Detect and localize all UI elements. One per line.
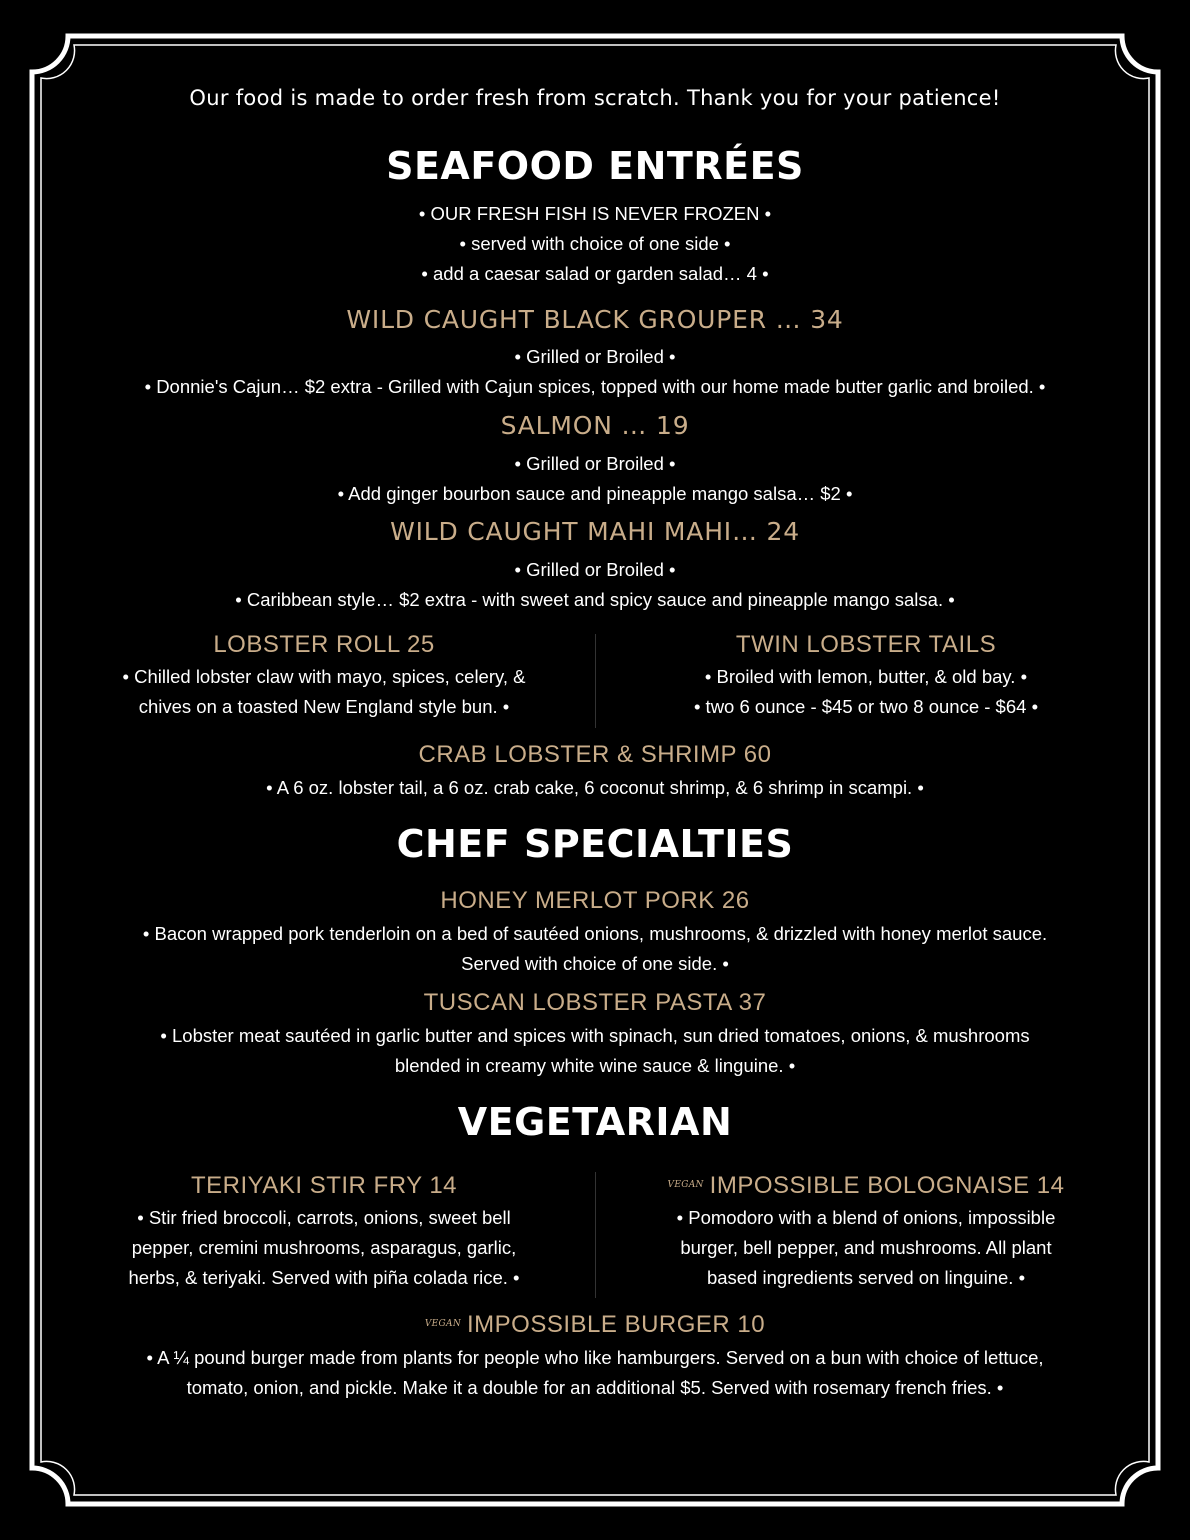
item-stir-fry-desc-2: pepper, cremini mushrooms, asparagus, garlic, [131,1237,517,1258]
item-twin-tails-desc-1: • Broiled with lemon, butter, & old bay. • [704,666,1028,687]
item-crab-lobster-desc-1: • A 6 oz. lobster tail, a 6 oz. crab cake, 6 coconut shrimp, & 6 shrimp in scampi. • [266,777,924,798]
vegan-tag: VEGAN [667,1180,704,1190]
item-twin-tails-desc-2: • two 6 ounce - $45 or two 8 ounce - $64 • [693,696,1039,717]
vegan-tag: VEGAN [424,1319,462,1329]
item-twin-tails [622,631,1110,722]
item-mahi-desc-2: • Caribbean style… $2 extra - with sweet and spicy sauce and pineapple mango salsa. • [235,589,955,610]
item-bolognaise-desc-3: based ingredients served on linguine. • [706,1267,1026,1288]
item-pork-desc-2: Served with choice of one side. • [461,953,729,974]
item-burger-desc-2: tomato, onion, and pickle. Make it a double for an additional $5. Served with rosemary french fries. • [186,1377,1004,1398]
item-lobster-roll-desc-1: • Chilled lobster claw with mayo, spices, celery, & [122,666,526,687]
seafood-note-3: • add a caesar salad or garden salad… 4 • [421,263,769,284]
item-stir-fry [80,1172,568,1293]
item-twin-tails-name: TWIN LOBSTER TAILS [735,631,997,658]
item-bolognaise-name: IMPOSSIBLE BOLOGNAISE 14 [709,1172,1065,1199]
item-lobster-roll [80,631,568,722]
item-burger-name: IMPOSSIBLE BURGER 10 [467,1311,766,1338]
item-crab-lobster-name: CRAB LOBSTER & SHRIMP 60 [418,741,772,768]
item-pasta-name: TUSCAN LOBSTER PASTA 37 [423,989,767,1016]
item-pork-name: HONEY MERLOT PORK 26 [440,887,750,914]
item-salmon-desc-2: • Add ginger bourbon sauce and pineapple mango salsa… $2 • [337,483,853,504]
item-burger-name-row [0,1311,1190,1339]
section-title-vegetarian: VEGETARIAN [457,1100,733,1144]
item-grouper-desc-2: • Donnie's Cajun… $2 extra - Grilled with Cajun spices, topped with our home made butter garlic and broiled. • [144,376,1046,397]
section-title-seafood: SEAFOOD ENTRÉES [386,144,804,188]
item-salmon-desc-1: • Grilled or Broiled • [514,453,676,474]
item-mahi-desc-1: • Grilled or Broiled • [514,559,676,580]
item-bolognaise-desc-1: • Pomodoro with a blend of onions, impossible [676,1207,1056,1228]
column-divider [595,1172,596,1298]
item-stir-fry-name: TERIYAKI STIR FRY 14 [190,1172,458,1199]
section-title-chef: CHEF SPECIALTIES [396,822,794,866]
item-bolognaise-desc-2: burger, bell pepper, and mushrooms. All plant [680,1237,1052,1258]
item-lobster-roll-name: LOBSTER ROLL 25 [213,631,435,658]
intro-text: Our food is made to order fresh from scratch. Thank you for your patience! [189,86,1001,110]
item-grouper-name: WILD CAUGHT BLACK GROUPER … 34 [346,305,844,334]
item-pasta-desc-2: blended in creamy white wine sauce & linguine. • [394,1055,796,1076]
item-bolognaise-name-row [622,1172,1110,1200]
column-divider [595,634,596,728]
item-mahi-name: WILD CAUGHT MAHI MAHI… 24 [390,517,800,546]
item-lobster-roll-desc-2: chives on a toasted New England style bun. • [138,696,510,717]
item-salmon-name: SALMON … 19 [500,411,690,440]
item-grouper-desc-1: • Grilled or Broiled • [514,346,676,367]
item-stir-fry-desc-1: • Stir fried broccoli, carrots, onions, sweet bell [137,1207,511,1228]
seafood-note-2: • served with choice of one side • [459,233,731,254]
item-bolognaise [622,1172,1110,1293]
item-pasta-desc-1: • Lobster meat sautéed in garlic butter and spices with spinach, sun dried tomatoes, onions, & mushrooms [160,1025,1030,1046]
item-stir-fry-desc-3: herbs, & teriyaki. Served with piña colada rice. • [128,1267,520,1288]
item-burger-desc-1: • A ¼ pound burger made from plants for people who like hamburgers. Served on a bun with choice of lettuce, [146,1347,1044,1368]
item-pork-desc-1: • Bacon wrapped pork tenderloin on a bed of sautéed onions, mushrooms, & drizzled with honey merlot sauce. [142,923,1048,944]
seafood-note-1: • OUR FRESH FISH IS NEVER FROZEN • [418,203,772,224]
